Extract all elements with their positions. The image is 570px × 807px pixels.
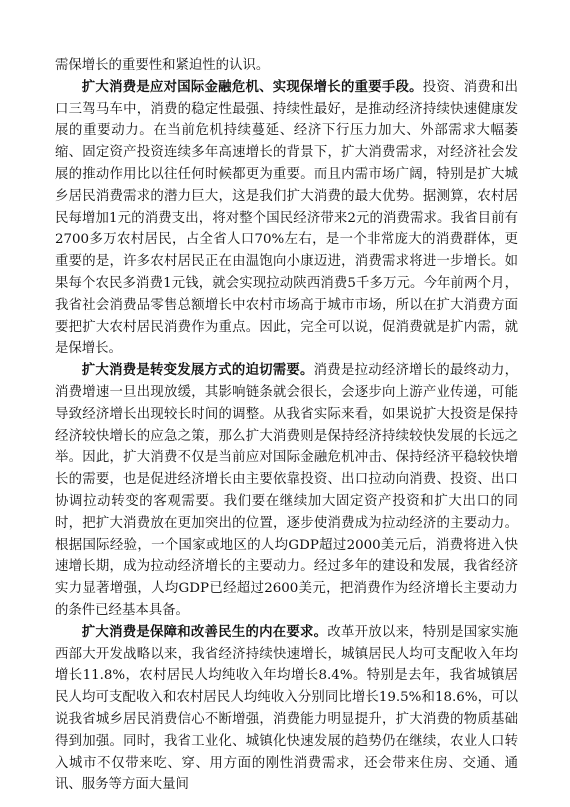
paragraph-continuation <box>55 55 518 77</box>
paragraph-body: 消费是拉动经济增长的最终动力，消费增速一旦出现放缓，其影响链条就会很长，会逐步向上游产业传递，可能导致经济增长出现较长时间的调整。从我省实际来看，如果说扩大投资是保持经济较快增长的应急之策，那么扩大消费则是保持经济持续较快发展的长远之举。因此，扩大消费不仅是当前应对国际金融危机冲击、保持经济平稳较快增长的需要，也是促进经济增长由主要依靠投资、出口拉动向消费、投资、出口协调拉动转变的客观需要。我们要在继续加大固定资产投资和扩大出口的同时，把扩大消费放在更加突出的位置，逐步使消费成为拉动经济的主要动力。根据国际经验，一个国家或地区的人均GDP超过2000美元后，消费将进入快速增长期，成为拉动经济增长的主要动力。经过多年的建设和发展，我省经济实力显著增强，人均GDP已经超过2600美元，把消费作为经济增长主要动力的条件已经基本具备。 <box>55 363 519 618</box>
paragraph-development-mode <box>55 360 518 622</box>
document-page <box>55 55 518 796</box>
paragraph-lead: 扩大消费是保障和改善民生的内在要求。 <box>81 623 328 640</box>
paragraph-body: 改革开放以来，特别是国家实施西部大开发战略以来，我省经济持续快速增长，城镇居民人均可支配收入年均增长11.8%，农村居民人均纯收入年均增长8.4%。特别是去年，我省城镇居民人均可支配收入和农村居民人均纯收入分别同比增长19.5%和18.6%，可以说我省城乡居民消费信心不断增强，消费能力明显提升，扩大消费的物质基础得到加强。同时，我省工业化、城镇化快速发展的趋势仍在继续，农业人口转入城市不仅带来吃、穿、用方面的刚性消费需求，还会带来住房、交通、通讯、服务等方面大量间 <box>55 624 519 793</box>
paragraph-body: 需保增长的重要性和紧迫性的认识。 <box>55 58 270 73</box>
paragraph-lead: 扩大消费是转变发展方式的迫切需要。 <box>81 362 314 379</box>
paragraph-lead: 扩大消费是应对国际金融危机、实现保增长的重要手段。 <box>81 78 423 95</box>
paragraph-body: 投资、消费和出口三驾马车中，消费的稳定性最强、持续性最好，是推动经济持续快速健康发展的重要动力。在当前危机持续蔓延、经济下行压力加大、外部需求大幅萎缩、固定资产投资连续多年高速增长的背景下，扩大消费需求，对经济社会发展的推动作用比以往任何时候都更为重要。而且内需市场广阔，特别是扩大城乡居民消费需求的潜力巨大，这是我们扩大消费的最大优势。据测算，农村居民每增加1元的消费支出，将对整个国民经济带来2元的消费需求。我省目前有2700多万农村居民，占全省人口70%左右，是一个非常庞大的消费群体，更重要的是，许多农村居民正在由温饱向小康迈进，消费需求将进一步增长。如果每个农民多消费1元钱，就会实现拉动陕西消费5千多万元。今年前两个月，我省社会消费品零售总额增长中农村市场高于城市市场，所以在扩大消费方面要把扩大农村居民消费作为重点。因此，完全可以说，促消费就是扩内需，就是保增长。 <box>55 79 519 357</box>
paragraph-livelihood <box>55 622 518 796</box>
paragraph-consumption-response <box>55 77 518 360</box>
